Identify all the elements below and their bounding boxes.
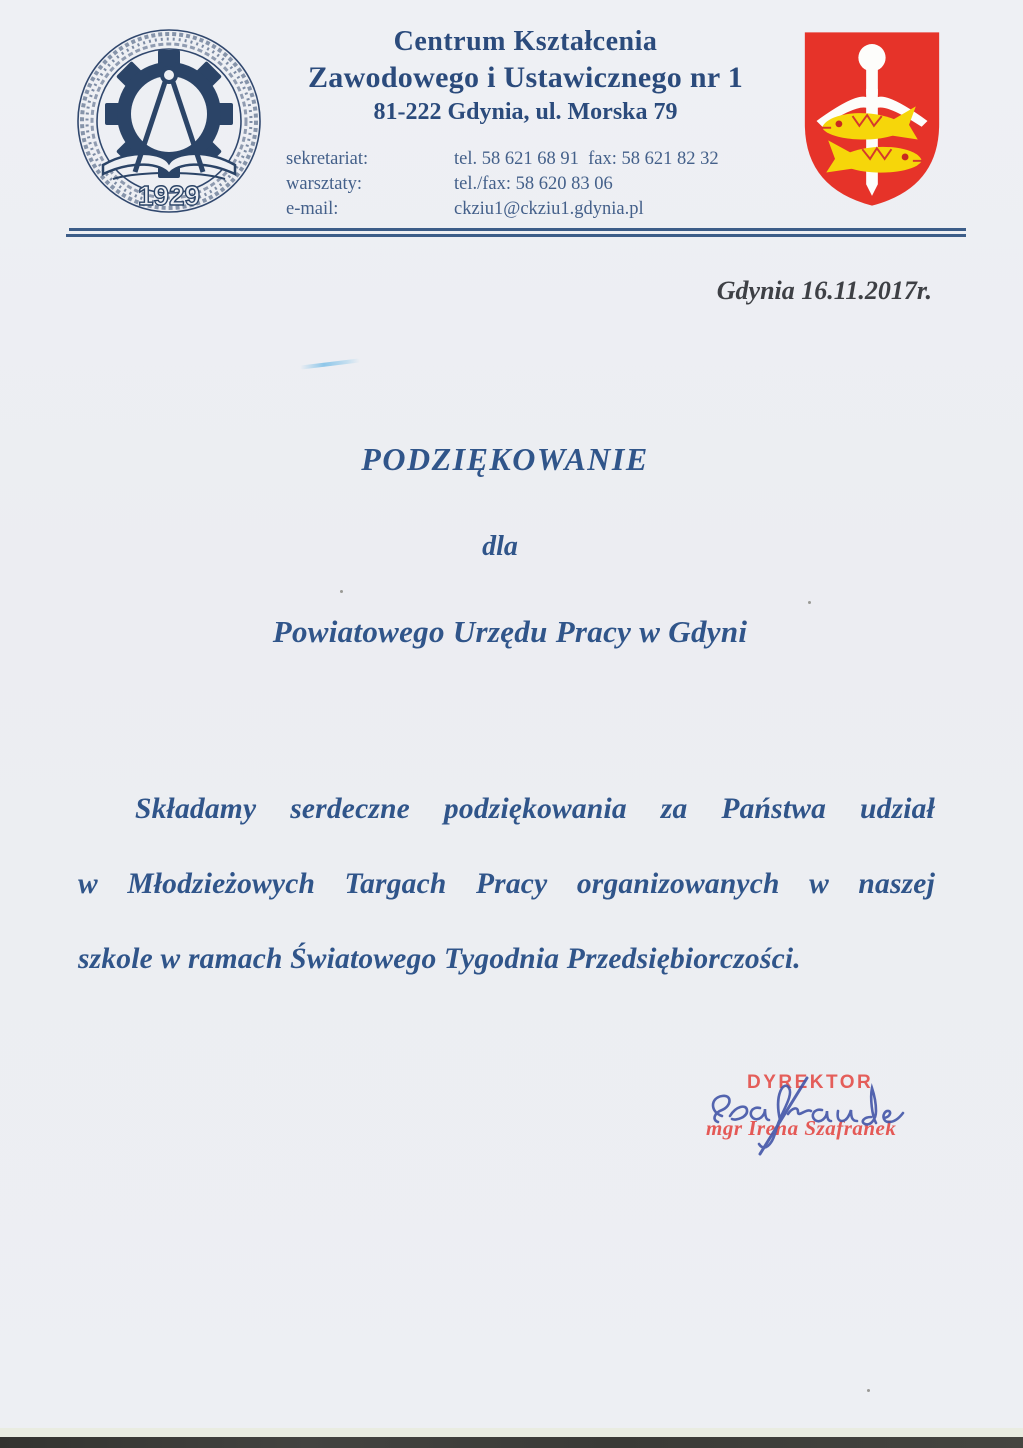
body-line-1: Składamy serdeczne podziękowania za Państwa udział (135, 793, 935, 825)
scan-speck (340, 590, 343, 593)
scanner-dark-edge (0, 1437, 1023, 1448)
contact-label: e-mail: (286, 199, 339, 219)
document-title: PODZIĘKOWANIE (361, 441, 649, 477)
org-name-line1: Centrum Kształcenia (393, 26, 658, 57)
body-line-2: w Młodzieżowych Targach Pracy organizowanych w naszej (78, 868, 935, 900)
contact-value: tel. 58 621 68 91 fax: 58 621 82 32 (454, 149, 719, 169)
salutation-text: dla (482, 531, 518, 562)
director-stamp-name: mgr Irena Szafranek (706, 1116, 897, 1140)
gdynia-coat-of-arms-icon (799, 26, 945, 212)
date-line: Gdynia 16.11.2017r. (716, 276, 932, 305)
contact-info-block (286, 147, 766, 222)
contact-value: tel./fax: 58 620 83 06 (454, 174, 613, 194)
school-logo-icon (73, 22, 265, 220)
contact-row-sekretariat (286, 147, 766, 172)
director-stamp-title: DYREKTOR (747, 1072, 874, 1093)
body-line-3: szkole w ramach Światowego Tygodnia Przedsiębiorczości. (78, 943, 801, 975)
logo-year-label: 1929 (137, 180, 201, 211)
contact-label: sekretariat: (286, 149, 369, 169)
scan-edge-strip (0, 1428, 1023, 1437)
org-name-line2: Zawodowego i Ustawicznego nr 1 (307, 61, 744, 94)
contact-label: warsztaty: (286, 174, 363, 194)
letterhead-org-block (268, 26, 783, 126)
contact-value: ckziu1@ckziu1.gdynia.pl (454, 199, 644, 219)
scan-speck (867, 1389, 870, 1392)
scan-speck (808, 601, 811, 604)
recipient-name: Powiatowego Urzędu Pracy w Gdyni (272, 614, 748, 649)
contact-row-warsztaty (286, 172, 766, 197)
contact-row-email (286, 197, 766, 222)
handwritten-signature (700, 1076, 910, 1156)
org-address: 81-222 Gdynia, ul. Morska 79 (373, 99, 678, 125)
scan-streak-artifact (300, 358, 360, 369)
body-paragraph (78, 793, 935, 1018)
header-divider (66, 228, 966, 237)
